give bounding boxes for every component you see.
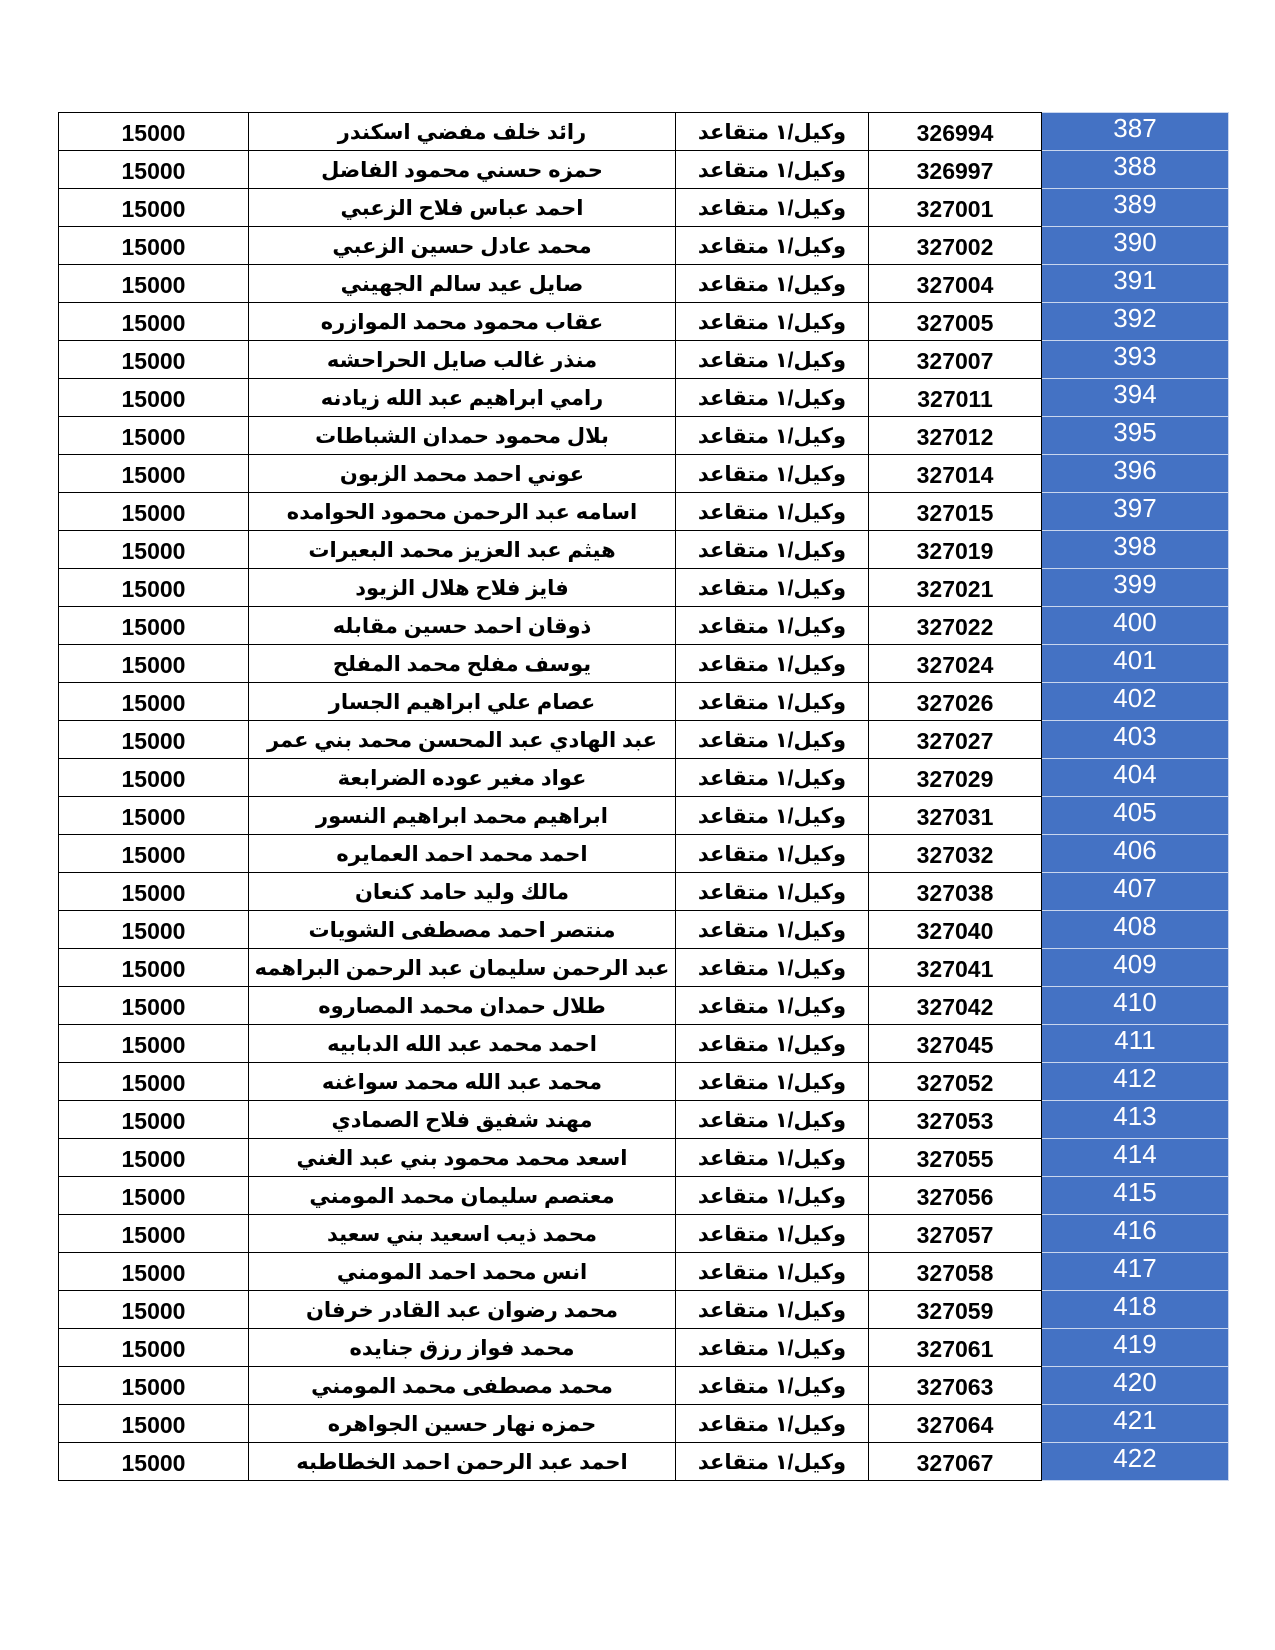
table-row: [59, 1443, 1229, 1481]
table-row: [59, 1063, 1229, 1101]
sequence-number-cell: 395: [1042, 417, 1229, 455]
employee-number-cell: 327019: [869, 531, 1042, 569]
employee-number-cell: 327038: [869, 873, 1042, 911]
employee-number-cell: 327045: [869, 1025, 1042, 1063]
amount-cell: 15000: [59, 1329, 249, 1367]
rank-cell: وكيل/١ متقاعد: [676, 265, 869, 303]
rank-cell: وكيل/١ متقاعد: [676, 531, 869, 569]
name-cell: عصام علي ابراهيم الجسار: [249, 683, 676, 721]
table-row: [59, 645, 1229, 683]
sequence-number-cell: 399: [1042, 569, 1229, 607]
rank-cell: وكيل/١ متقاعد: [676, 1329, 869, 1367]
employee-number-cell: 327067: [869, 1443, 1042, 1481]
sequence-number-cell: 410: [1042, 987, 1229, 1025]
sequence-number-cell: 404: [1042, 759, 1229, 797]
name-cell: ابراهيم محمد ابراهيم النسور: [249, 797, 676, 835]
rank-cell: وكيل/١ متقاعد: [676, 683, 869, 721]
table-row: [59, 949, 1229, 987]
amount-cell: 15000: [59, 759, 249, 797]
employee-number-cell: 327041: [869, 949, 1042, 987]
name-cell: محمد عبد الله محمد سواغنه: [249, 1063, 676, 1101]
amount-cell: 15000: [59, 721, 249, 759]
name-cell: ذوقان احمد حسين مقابله: [249, 607, 676, 645]
rank-cell: وكيل/١ متقاعد: [676, 1063, 869, 1101]
sequence-number-cell: 413: [1042, 1101, 1229, 1139]
rank-cell: وكيل/١ متقاعد: [676, 417, 869, 455]
name-cell: اسعد محمد محمود بني عبد الغني: [249, 1139, 676, 1177]
employee-number-cell: 327032: [869, 835, 1042, 873]
amount-cell: 15000: [59, 873, 249, 911]
table-row: [59, 303, 1229, 341]
rank-cell: وكيل/١ متقاعد: [676, 835, 869, 873]
employee-number-cell: 327061: [869, 1329, 1042, 1367]
amount-cell: 15000: [59, 1139, 249, 1177]
table-row: [59, 1025, 1229, 1063]
name-cell: بلال محمود حمدان الشباطات: [249, 417, 676, 455]
amount-cell: 15000: [59, 265, 249, 303]
records-table: [58, 112, 1229, 1481]
amount-cell: 15000: [59, 379, 249, 417]
employee-number-cell: 327057: [869, 1215, 1042, 1253]
rank-cell: وكيل/١ متقاعد: [676, 1101, 869, 1139]
sequence-number-cell: 406: [1042, 835, 1229, 873]
rank-cell: وكيل/١ متقاعد: [676, 1025, 869, 1063]
table-row: [59, 1139, 1229, 1177]
name-cell: هيثم عبد العزيز محمد البعيرات: [249, 531, 676, 569]
sequence-number-cell: 412: [1042, 1063, 1229, 1101]
amount-cell: 15000: [59, 151, 249, 189]
amount-cell: 15000: [59, 607, 249, 645]
rank-cell: وكيل/١ متقاعد: [676, 873, 869, 911]
name-cell: عقاب محمود محمد الموازره: [249, 303, 676, 341]
sequence-number-cell: 411: [1042, 1025, 1229, 1063]
amount-cell: 15000: [59, 227, 249, 265]
name-cell: معتصم سليمان محمد المومني: [249, 1177, 676, 1215]
table-row: [59, 531, 1229, 569]
table-row: [59, 189, 1229, 227]
table-row: [59, 379, 1229, 417]
rank-cell: وكيل/١ متقاعد: [676, 1367, 869, 1405]
employee-number-cell: 327031: [869, 797, 1042, 835]
amount-cell: 15000: [59, 341, 249, 379]
name-cell: انس محمد احمد المومني: [249, 1253, 676, 1291]
employee-number-cell: 327022: [869, 607, 1042, 645]
rank-cell: وكيل/١ متقاعد: [676, 721, 869, 759]
rank-cell: وكيل/١ متقاعد: [676, 151, 869, 189]
sequence-number-cell: 418: [1042, 1291, 1229, 1329]
name-cell: احمد محمد احمد العمايره: [249, 835, 676, 873]
amount-cell: 15000: [59, 683, 249, 721]
name-cell: يوسف مفلح محمد المفلح: [249, 645, 676, 683]
amount-cell: 15000: [59, 531, 249, 569]
sequence-number-cell: 419: [1042, 1329, 1229, 1367]
name-cell: منذر غالب صايل الحراحشه: [249, 341, 676, 379]
employee-number-cell: 327004: [869, 265, 1042, 303]
employee-number-cell: 327024: [869, 645, 1042, 683]
amount-cell: 15000: [59, 645, 249, 683]
employee-number-cell: 327012: [869, 417, 1042, 455]
name-cell: فايز فلاح هلال الزيود: [249, 569, 676, 607]
name-cell: رائد خلف مفضي اسكندر: [249, 113, 676, 151]
sequence-number-cell: 402: [1042, 683, 1229, 721]
employee-number-cell: 327011: [869, 379, 1042, 417]
name-cell: اسامه عبد الرحمن محمود الحوامده: [249, 493, 676, 531]
table-row: [59, 607, 1229, 645]
sequence-number-cell: 416: [1042, 1215, 1229, 1253]
amount-cell: 15000: [59, 455, 249, 493]
rank-cell: وكيل/١ متقاعد: [676, 189, 869, 227]
name-cell: محمد مصطفى محمد المومني: [249, 1367, 676, 1405]
amount-cell: 15000: [59, 1063, 249, 1101]
rank-cell: وكيل/١ متقاعد: [676, 227, 869, 265]
name-cell: محمد فواز رزق جنايده: [249, 1329, 676, 1367]
rank-cell: وكيل/١ متقاعد: [676, 911, 869, 949]
sequence-number-cell: 401: [1042, 645, 1229, 683]
name-cell: طلال حمدان محمد المصاروه: [249, 987, 676, 1025]
table-row: [59, 835, 1229, 873]
table-row: [59, 911, 1229, 949]
rank-cell: وكيل/١ متقاعد: [676, 759, 869, 797]
employee-number-cell: 327026: [869, 683, 1042, 721]
table-row: [59, 759, 1229, 797]
table-row: [59, 341, 1229, 379]
employee-number-cell: 326994: [869, 113, 1042, 151]
table-row: [59, 1405, 1229, 1443]
table-row: [59, 1177, 1229, 1215]
name-cell: عوني احمد محمد الزبون: [249, 455, 676, 493]
name-cell: احمد عباس فلاح الزعبي: [249, 189, 676, 227]
table-row: [59, 1367, 1229, 1405]
employee-number-cell: 327027: [869, 721, 1042, 759]
name-cell: رامي ابراهيم عبد الله زيادنه: [249, 379, 676, 417]
amount-cell: 15000: [59, 303, 249, 341]
rank-cell: وكيل/١ متقاعد: [676, 341, 869, 379]
sequence-number-cell: 394: [1042, 379, 1229, 417]
sequence-number-cell: 398: [1042, 531, 1229, 569]
amount-cell: 15000: [59, 1253, 249, 1291]
sequence-number-cell: 421: [1042, 1405, 1229, 1443]
table-row: [59, 987, 1229, 1025]
employee-number-cell: 327059: [869, 1291, 1042, 1329]
table-row: [59, 1215, 1229, 1253]
table-row: [59, 1101, 1229, 1139]
name-cell: محمد عادل حسين الزعبي: [249, 227, 676, 265]
table-row: [59, 873, 1229, 911]
rank-cell: وكيل/١ متقاعد: [676, 1291, 869, 1329]
rank-cell: وكيل/١ متقاعد: [676, 987, 869, 1025]
name-cell: احمد عبد الرحمن احمد الخطاطبه: [249, 1443, 676, 1481]
rank-cell: وكيل/١ متقاعد: [676, 379, 869, 417]
table-row: [59, 569, 1229, 607]
table-row: [59, 113, 1229, 151]
rank-cell: وكيل/١ متقاعد: [676, 569, 869, 607]
employee-number-cell: 327053: [869, 1101, 1042, 1139]
table-row: [59, 1329, 1229, 1367]
amount-cell: 15000: [59, 417, 249, 455]
employee-number-cell: 327001: [869, 189, 1042, 227]
employee-number-cell: 327058: [869, 1253, 1042, 1291]
amount-cell: 15000: [59, 493, 249, 531]
sequence-number-cell: 414: [1042, 1139, 1229, 1177]
sequence-number-cell: 396: [1042, 455, 1229, 493]
table-row: [59, 455, 1229, 493]
employee-number-cell: 327052: [869, 1063, 1042, 1101]
sequence-number-cell: 407: [1042, 873, 1229, 911]
amount-cell: 15000: [59, 1177, 249, 1215]
rank-cell: وكيل/١ متقاعد: [676, 607, 869, 645]
amount-cell: 15000: [59, 1405, 249, 1443]
name-cell: محمد رضوان عبد القادر خرفان: [249, 1291, 676, 1329]
rank-cell: وكيل/١ متقاعد: [676, 303, 869, 341]
sequence-number-cell: 420: [1042, 1367, 1229, 1405]
rank-cell: وكيل/١ متقاعد: [676, 455, 869, 493]
sequence-number-cell: 409: [1042, 949, 1229, 987]
name-cell: احمد محمد عبد الله الدبابيه: [249, 1025, 676, 1063]
amount-cell: 15000: [59, 911, 249, 949]
table-row: [59, 227, 1229, 265]
table-row: [59, 1253, 1229, 1291]
table-row: [59, 721, 1229, 759]
table-row: [59, 493, 1229, 531]
rank-cell: وكيل/١ متقاعد: [676, 113, 869, 151]
sequence-number-cell: 390: [1042, 227, 1229, 265]
sequence-number-cell: 392: [1042, 303, 1229, 341]
amount-cell: 15000: [59, 1291, 249, 1329]
amount-cell: 15000: [59, 1025, 249, 1063]
rank-cell: وكيل/١ متقاعد: [676, 1405, 869, 1443]
rank-cell: وكيل/١ متقاعد: [676, 1139, 869, 1177]
sequence-number-cell: 391: [1042, 265, 1229, 303]
sequence-number-cell: 400: [1042, 607, 1229, 645]
name-cell: عبد الهادي عبد المحسن محمد بني عمر: [249, 721, 676, 759]
amount-cell: 15000: [59, 1215, 249, 1253]
records-body: [59, 113, 1229, 1481]
amount-cell: 15000: [59, 835, 249, 873]
rank-cell: وكيل/١ متقاعد: [676, 493, 869, 531]
amount-cell: 15000: [59, 569, 249, 607]
name-cell: عواد مغير عوده الضرابعة: [249, 759, 676, 797]
amount-cell: 15000: [59, 1101, 249, 1139]
sequence-number-cell: 415: [1042, 1177, 1229, 1215]
table-row: [59, 1291, 1229, 1329]
sequence-number-cell: 403: [1042, 721, 1229, 759]
sequence-number-cell: 405: [1042, 797, 1229, 835]
sequence-number-cell: 388: [1042, 151, 1229, 189]
amount-cell: 15000: [59, 113, 249, 151]
amount-cell: 15000: [59, 797, 249, 835]
table-row: [59, 417, 1229, 455]
name-cell: حمزه نهار حسين الجواهره: [249, 1405, 676, 1443]
sequence-number-cell: 387: [1042, 113, 1229, 151]
employee-number-cell: 327042: [869, 987, 1042, 1025]
amount-cell: 15000: [59, 189, 249, 227]
employee-number-cell: 327055: [869, 1139, 1042, 1177]
sequence-number-cell: 389: [1042, 189, 1229, 227]
name-cell: مالك وليد حامد كنعان: [249, 873, 676, 911]
amount-cell: 15000: [59, 987, 249, 1025]
rank-cell: وكيل/١ متقاعد: [676, 1215, 869, 1253]
rank-cell: وكيل/١ متقاعد: [676, 1253, 869, 1291]
name-cell: محمد ذيب اسعيد بني سعيد: [249, 1215, 676, 1253]
sequence-number-cell: 417: [1042, 1253, 1229, 1291]
employee-number-cell: 327064: [869, 1405, 1042, 1443]
name-cell: مهند شفيق فلاح الصمادي: [249, 1101, 676, 1139]
employee-number-cell: 327014: [869, 455, 1042, 493]
name-cell: عبد الرحمن سليمان عبد الرحمن البراهمه: [249, 949, 676, 987]
employee-number-cell: 327063: [869, 1367, 1042, 1405]
table-row: [59, 683, 1229, 721]
employee-number-cell: 327002: [869, 227, 1042, 265]
amount-cell: 15000: [59, 949, 249, 987]
sequence-number-cell: 397: [1042, 493, 1229, 531]
name-cell: حمزه حسني محمود الفاضل: [249, 151, 676, 189]
rank-cell: وكيل/١ متقاعد: [676, 949, 869, 987]
name-cell: منتصر احمد مصطفى الشويات: [249, 911, 676, 949]
rank-cell: وكيل/١ متقاعد: [676, 1443, 869, 1481]
table-row: [59, 797, 1229, 835]
employee-number-cell: 327040: [869, 911, 1042, 949]
employee-number-cell: 327015: [869, 493, 1042, 531]
sequence-number-cell: 393: [1042, 341, 1229, 379]
table-row: [59, 151, 1229, 189]
employee-number-cell: 327056: [869, 1177, 1042, 1215]
employee-number-cell: 327005: [869, 303, 1042, 341]
rank-cell: وكيل/١ متقاعد: [676, 645, 869, 683]
employee-number-cell: 327021: [869, 569, 1042, 607]
name-cell: صايل عيد سالم الجهيني: [249, 265, 676, 303]
rank-cell: وكيل/١ متقاعد: [676, 1177, 869, 1215]
amount-cell: 15000: [59, 1367, 249, 1405]
employee-number-cell: 327007: [869, 341, 1042, 379]
employee-number-cell: 326997: [869, 151, 1042, 189]
employee-number-cell: 327029: [869, 759, 1042, 797]
table-row: [59, 265, 1229, 303]
sequence-number-cell: 422: [1042, 1443, 1229, 1481]
sequence-number-cell: 408: [1042, 911, 1229, 949]
amount-cell: 15000: [59, 1443, 249, 1481]
rank-cell: وكيل/١ متقاعد: [676, 797, 869, 835]
